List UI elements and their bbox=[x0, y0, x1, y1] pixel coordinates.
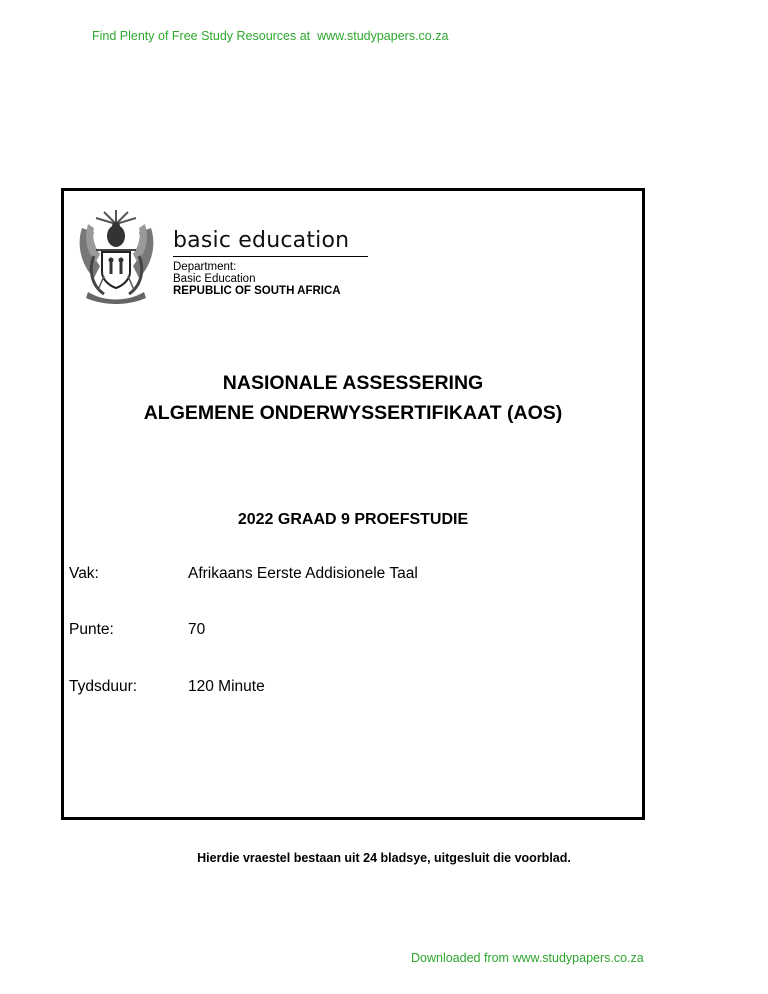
field-duration bbox=[69, 678, 265, 696]
field-subject bbox=[69, 565, 418, 583]
field-value: 70 bbox=[188, 621, 206, 638]
field-label: Vak: bbox=[69, 565, 99, 582]
field-value: Afrikaans Eerste Addisionele Taal bbox=[188, 565, 418, 582]
exam-title: 2022 GRAAD 9 PROEFSTUDIE bbox=[237, 511, 469, 528]
page-count-note: Hierdie vraestel bestaan uit 24 bladsye, uitgesluit die voorblad. bbox=[197, 851, 571, 865]
download-banner: Downloaded from www.studypapers.co.za bbox=[411, 951, 644, 965]
field-label: Punte: bbox=[69, 621, 114, 638]
brand-text bbox=[173, 228, 368, 298]
country-name: REPUBLIC OF SOUTH AFRICA bbox=[173, 285, 341, 297]
field-marks bbox=[69, 621, 205, 639]
field-label: Tydsduur: bbox=[69, 678, 138, 695]
brand-title: basic education bbox=[173, 228, 350, 253]
brand-divider bbox=[173, 256, 368, 257]
top-banner: Find Plenty of Free Study Resources at www.studypapers.co.za bbox=[92, 29, 449, 43]
field-value: 120 Minute bbox=[188, 678, 265, 695]
department-logo bbox=[74, 206, 394, 316]
coat-of-arms-icon bbox=[74, 206, 159, 306]
title-line-1: NASIONALE ASSESSERING bbox=[222, 372, 484, 394]
assessment-title bbox=[64, 368, 642, 428]
department-label: Department: bbox=[173, 261, 237, 273]
title-line-2: ALGEMENE ONDERWYSSERTIFIKAAT (AOS) bbox=[143, 402, 563, 424]
department-name: Basic Education bbox=[173, 273, 256, 285]
cover-frame bbox=[61, 188, 645, 820]
